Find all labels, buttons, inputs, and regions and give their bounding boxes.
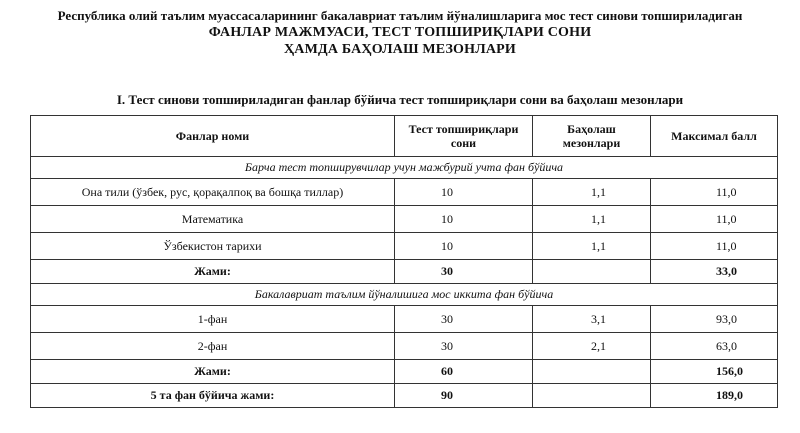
table-row	[31, 206, 778, 233]
grand-total-label: 5 та фан бўйича жами:	[31, 384, 395, 408]
tests-count: 90	[395, 384, 533, 408]
max-score: 11,0	[651, 206, 778, 233]
subject-name: Математика	[31, 206, 395, 233]
score-criteria: 1,1	[533, 179, 651, 206]
table-row	[31, 233, 778, 260]
doc-header-line1: Республика олий таълим муассасаларининг бакалавриат таълим йўналишларига мос тест синови топшириладиган	[57, 8, 743, 23]
subtotal-label: Жами:	[31, 360, 395, 384]
tests-count: 30	[395, 260, 533, 284]
score-criteria	[533, 260, 651, 284]
group-title: Барча тест топширувчилар учун мажбурий учта фан бўйича	[31, 157, 778, 179]
subject-name: Ўзбекистон тарихи	[31, 233, 395, 260]
score-criteria: 1,1	[533, 206, 651, 233]
col-header-max: Максимал балл	[651, 116, 778, 157]
max-score: 11,0	[651, 233, 778, 260]
table-row	[31, 306, 778, 333]
max-score: 189,0	[651, 384, 778, 408]
subject-name: 1-фан	[31, 306, 395, 333]
score-criteria	[533, 360, 651, 384]
tests-count: 60	[395, 360, 533, 384]
subject-name: Она тили (ўзбек, рус, қорақалпоқ ва бошқа тиллар)	[31, 179, 395, 206]
col-header-score: Баҳолаш мезонлари	[533, 116, 651, 157]
score-criteria: 1,1	[533, 233, 651, 260]
score-criteria: 3,1	[533, 306, 651, 333]
score-criteria: 2,1	[533, 333, 651, 360]
group-row-major	[31, 284, 778, 306]
tests-count: 10	[395, 233, 533, 260]
group-row-mandatory	[31, 157, 778, 179]
max-score: 63,0	[651, 333, 778, 360]
max-score: 33,0	[651, 260, 778, 284]
table-row	[31, 333, 778, 360]
max-score: 11,0	[651, 179, 778, 206]
tests-count: 30	[395, 333, 533, 360]
subjects-table	[30, 115, 778, 408]
group-title: Бакалавриат таълим йўналишига мос иккита фан бўйича	[31, 284, 778, 306]
max-score: 93,0	[651, 306, 778, 333]
tests-count: 30	[395, 306, 533, 333]
table-header-row	[31, 116, 778, 157]
tests-count: 10	[395, 206, 533, 233]
tests-count: 10	[395, 179, 533, 206]
subtotal-label: Жами:	[31, 260, 395, 284]
max-score: 156,0	[651, 360, 778, 384]
grand-total-row	[31, 384, 778, 408]
table-row	[31, 179, 778, 206]
subtotal-row	[31, 260, 778, 284]
subject-name: 2-фан	[31, 333, 395, 360]
doc-title-line2: ҲАМДА БАҲОЛАШ МЕЗОНЛАРИ	[283, 42, 517, 57]
score-criteria	[533, 384, 651, 408]
doc-title-line1: ФАНЛАР МАЖМУАСИ, ТЕСТ ТОПШИРИҚЛАРИ СОНИ	[208, 25, 592, 40]
section-title: I. Тест синови топшириладиган фанлар бўйича тест топшириқлари сони ва баҳолаш мезонлари	[116, 92, 684, 107]
col-header-subject: Фанлар номи	[31, 116, 395, 157]
subtotal-row	[31, 360, 778, 384]
col-header-tests: Тест топшириқлари сони	[395, 116, 533, 157]
